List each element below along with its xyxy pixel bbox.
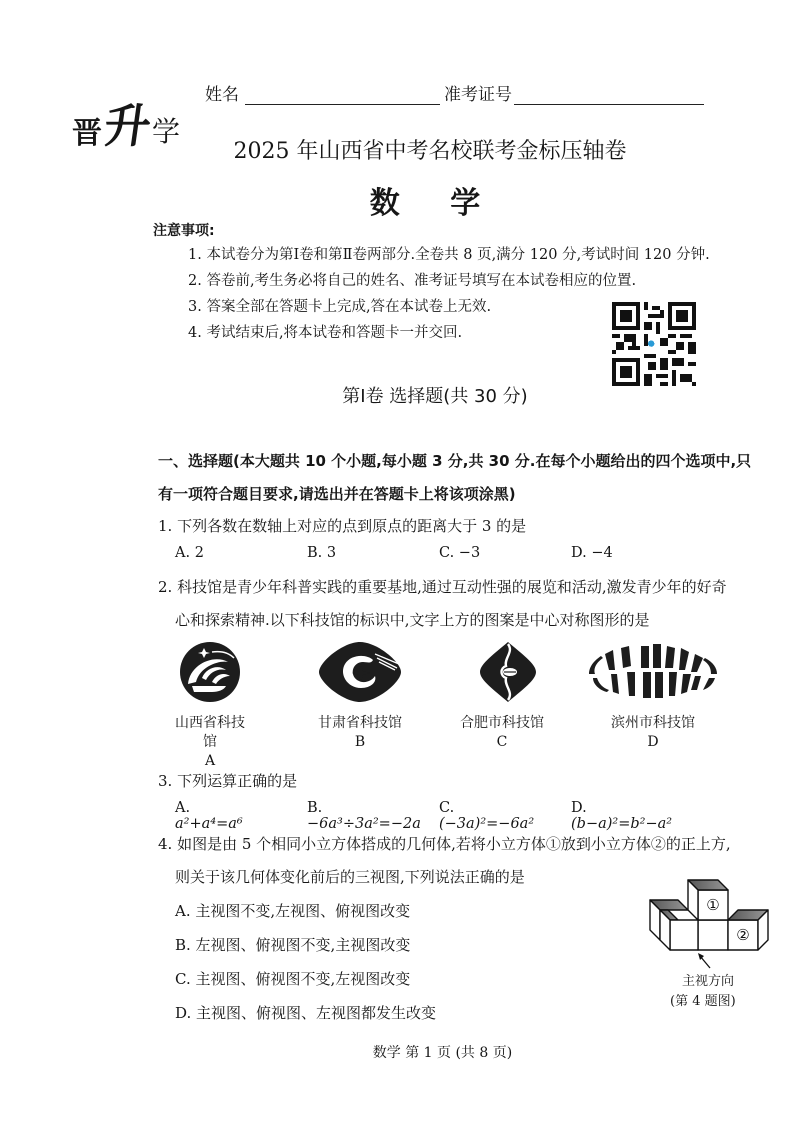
option-c[interactable]: C. (−3a)²=−6a²: [439, 800, 535, 832]
option-expression: a²+a⁴=a⁶: [175, 816, 243, 832]
logo-char-xue: 学: [152, 115, 181, 148]
option-b[interactable]: B. −6a³÷3a²=−2a: [307, 800, 421, 832]
logo-option-a[interactable]: [170, 640, 250, 770]
notice-title: 注意事项:: [153, 223, 215, 239]
exam-id-field[interactable]: [514, 86, 704, 105]
option-expression: (−3a)²=−6a²: [439, 816, 535, 832]
logo-letter: D: [647, 734, 659, 750]
hefei-museum-logo-icon: [478, 640, 538, 704]
option-b[interactable]: B. 左视图、俯视图不变,主视图改变: [175, 936, 411, 954]
exam-id-label: 准考证号: [444, 85, 512, 105]
logo-char-sheng: 升: [100, 99, 155, 153]
part-heading-line: 一、选择题(本大题共 10 个小题,每小题 3 分,共 30 分.在每个小题给出的四个选项中,只: [158, 452, 752, 470]
page-footer: 数学 第 1 页 (共 8 页): [372, 1045, 513, 1061]
logo-caption: 甘肃省科技馆: [318, 715, 402, 731]
figure-caption: (第 4 题图): [670, 994, 736, 1009]
option-a[interactable]: A. 主视图不变,左视图、俯视图改变: [175, 902, 411, 920]
notice-item: 2. 答卷前,考生务必将自己的姓名、准考证号填写在本试卷相应的位置.: [188, 273, 637, 289]
binzhou-museum-logo-icon: [585, 640, 721, 704]
question-stem: 心和探索精神.以下科技馆的标识中,文字上方的图案是中心对称图形的是: [175, 611, 650, 629]
logo-char-jin: 晋: [72, 116, 102, 151]
option-b[interactable]: B. 3: [307, 545, 337, 561]
question-4-figure: [640, 870, 780, 1020]
subject-title: 数 学: [369, 186, 501, 221]
option-c[interactable]: C. −3: [439, 545, 481, 561]
question-1: [158, 510, 778, 561]
option-d[interactable]: D. −4: [571, 545, 613, 561]
section-title: 第Ⅰ卷 选择题(共 30 分): [342, 386, 528, 407]
question-stem: 3. 下列运算正确的是: [158, 772, 298, 790]
question-stem: 2. 科技馆是青少年科普实践的重要基地,通过互动性强的展览和活动,激发青少年的好奇: [158, 578, 727, 596]
exam-title: 2025 年山西省中考名校联考金标压轴卷: [233, 139, 627, 164]
candidate-info-row: [205, 80, 704, 105]
name-label: 姓名: [205, 85, 239, 105]
notice-item: 4. 考试结束后,将本试卷和答题卡一并交回.: [188, 325, 463, 341]
logo-letter: A: [204, 753, 216, 769]
question-stem: 则关于该几何体变化前后的三视图,下列说法正确的是: [175, 868, 525, 886]
option-c[interactable]: C. 主视图、俯视图不变,左视图改变: [175, 970, 411, 988]
museum-logos: [170, 640, 750, 769]
option-expression: (b−a)²=b²−a²: [571, 816, 673, 832]
shanxi-museum-logo-icon: [172, 640, 248, 704]
option-a[interactable]: A. a²+a⁴=a⁶: [175, 800, 243, 832]
name-field[interactable]: [245, 86, 440, 105]
question-2: [158, 571, 778, 637]
notice-item: 3. 答案全部在答题卡上完成,答在本试卷上无效.: [188, 299, 492, 315]
cube-label-1: ①: [706, 896, 720, 914]
option-a[interactable]: A. 2: [175, 545, 204, 561]
part-heading-line: 有一项符合题目要求,请选出并在答题卡上将该项涂黑): [158, 485, 516, 503]
logo-letter: C: [496, 734, 508, 750]
logo-letter: B: [354, 734, 366, 750]
question-stem: 4. 如图是由 5 个相同小立方体搭成的几何体,若将小立方体①放到小立方体②的正上方,: [158, 835, 731, 853]
notice-item: 1. 本试卷分为第Ⅰ卷和第Ⅱ卷两部分.全卷共 8 页,满分 120 分,考试时间 120 分钟.: [188, 247, 710, 263]
view-direction-label: 主视方向: [682, 974, 735, 989]
logo-option-d[interactable]: [583, 640, 723, 751]
option-d[interactable]: D. 主视图、俯视图、左视图都发生改变: [175, 1004, 437, 1022]
part-one-heading: [158, 445, 778, 511]
qr-code-icon: [612, 302, 696, 386]
option-expression: −6a³÷3a²=−2a: [307, 816, 421, 832]
logo-option-c[interactable]: [460, 640, 544, 751]
option-d[interactable]: D. (b−a)²=b²−a²: [571, 800, 673, 832]
options-row: [158, 545, 778, 561]
logo-caption: 合肥市科技馆: [460, 715, 544, 731]
logo-caption: 滨州市科技馆: [611, 715, 695, 731]
cube-label-2: ②: [736, 926, 750, 944]
question-3: [158, 765, 778, 832]
logo-caption: 山西省科技馆: [175, 715, 245, 750]
question-stem: 1. 下列各数在数轴上对应的点到原点的距离大于 3 的是: [158, 517, 527, 535]
cube-stack-icon: [640, 870, 780, 970]
logo-option-b[interactable]: [315, 640, 405, 751]
gansu-museum-logo-icon: [317, 640, 403, 704]
